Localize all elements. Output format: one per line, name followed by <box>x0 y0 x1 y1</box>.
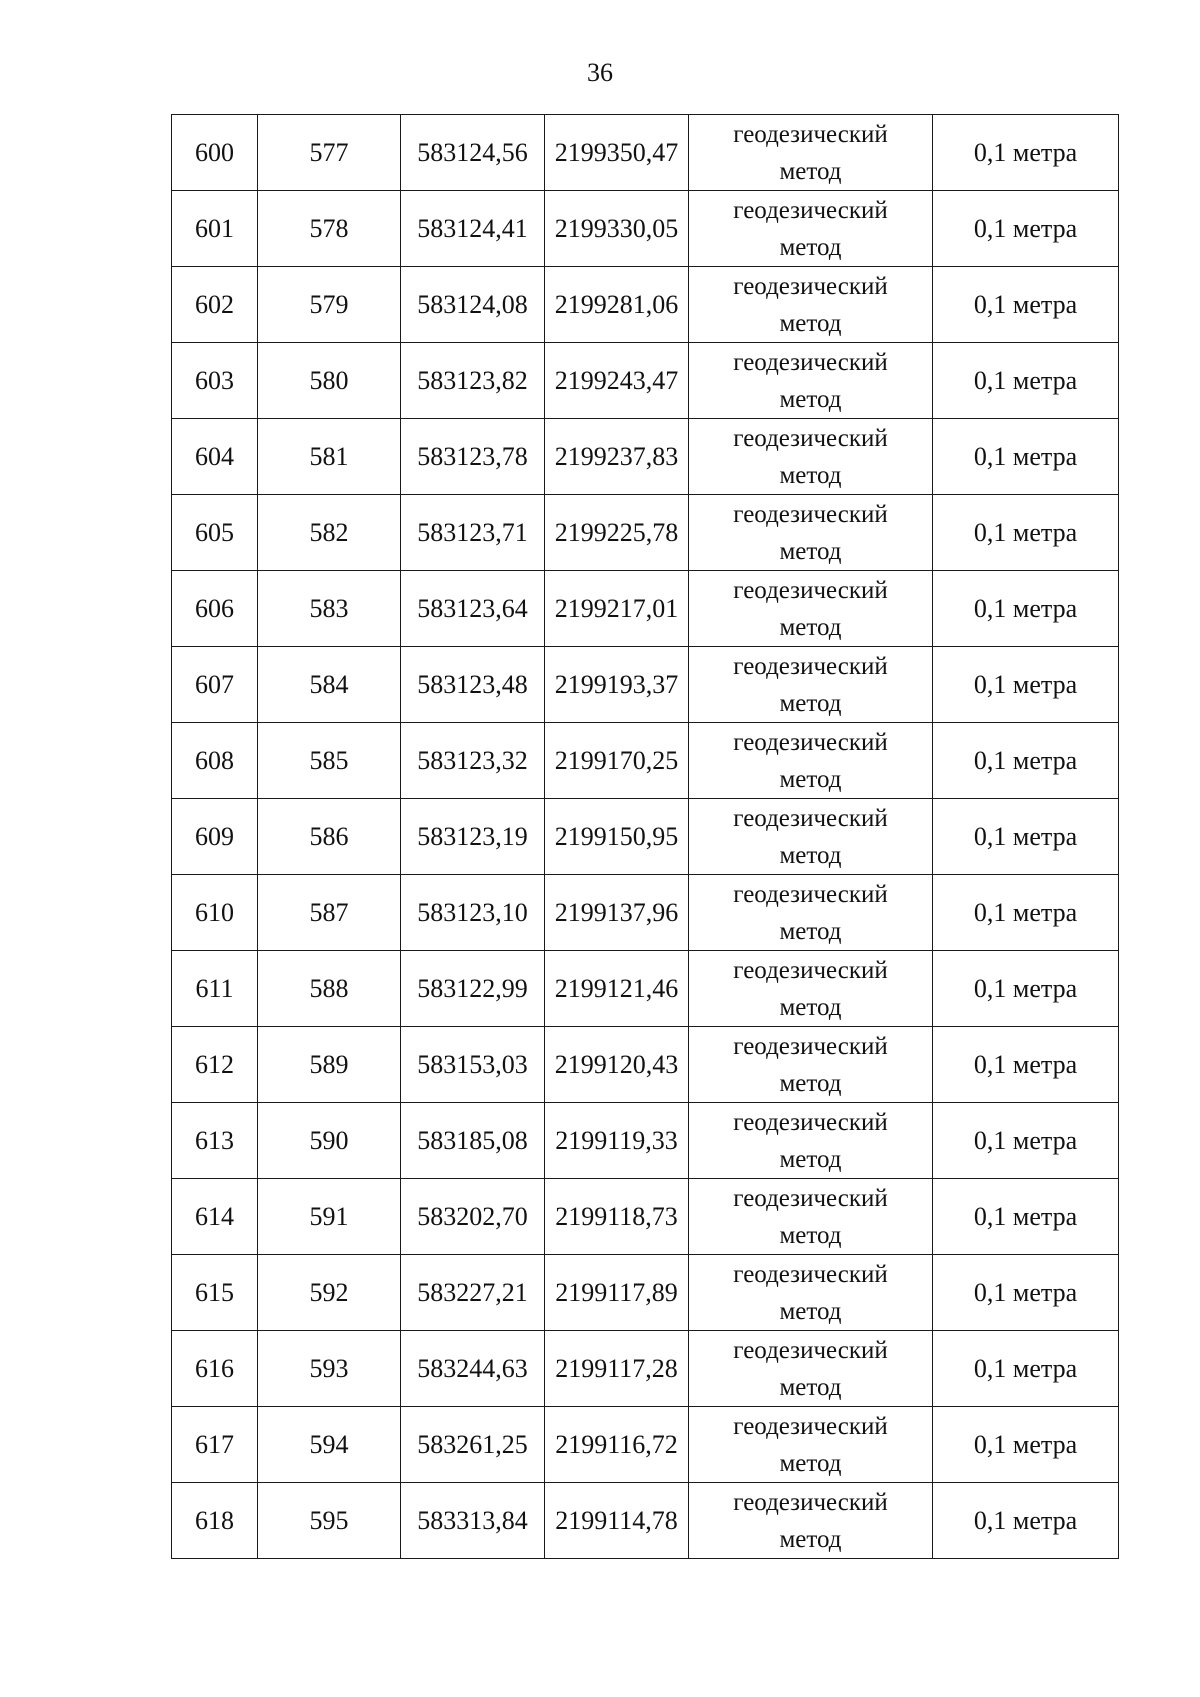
point-id-cell: 579 <box>258 267 401 343</box>
y-coordinate-cell: 2199120,43 <box>545 1027 689 1103</box>
point-id-cell: 594 <box>258 1407 401 1483</box>
table-row <box>172 647 1119 723</box>
x-coordinate-cell: 583123,71 <box>401 495 545 571</box>
method-cell <box>689 1255 933 1331</box>
accuracy-cell: 0,1 метра <box>933 115 1119 191</box>
method-line1: геодезический <box>733 880 888 908</box>
table-row <box>172 799 1119 875</box>
method-line2: метод <box>779 765 842 793</box>
method-cell <box>689 267 933 343</box>
method-line2: метод <box>779 917 842 945</box>
y-coordinate-cell: 2199193,37 <box>545 647 689 723</box>
table-row <box>172 1331 1119 1407</box>
method-cell <box>689 1103 933 1179</box>
point-id-cell: 578 <box>258 191 401 267</box>
method-cell <box>689 875 933 951</box>
method-line1: геодезический <box>733 1260 888 1288</box>
accuracy-cell: 0,1 метра <box>933 267 1119 343</box>
method-line1: геодезический <box>733 272 888 300</box>
x-coordinate-cell: 583244,63 <box>401 1331 545 1407</box>
method-cell <box>689 571 933 647</box>
accuracy-cell: 0,1 метра <box>933 495 1119 571</box>
method-cell <box>689 1331 933 1407</box>
point-id-cell: 592 <box>258 1255 401 1331</box>
y-coordinate-cell: 2199217,01 <box>545 571 689 647</box>
accuracy-cell: 0,1 метра <box>933 1103 1119 1179</box>
method-line1: геодезический <box>733 348 888 376</box>
table-row <box>172 267 1119 343</box>
point-number-cell: 618 <box>172 1483 258 1559</box>
method-cell <box>689 495 933 571</box>
point-number-cell: 612 <box>172 1027 258 1103</box>
method-line2: метод <box>779 157 842 185</box>
method-cell <box>689 723 933 799</box>
method-cell <box>689 343 933 419</box>
method-line1: геодезический <box>733 804 888 832</box>
accuracy-cell: 0,1 метра <box>933 647 1119 723</box>
method-cell <box>689 647 933 723</box>
x-coordinate-cell: 583313,84 <box>401 1483 545 1559</box>
method-line2: метод <box>779 613 842 641</box>
y-coordinate-cell: 2199121,46 <box>545 951 689 1027</box>
point-id-cell: 588 <box>258 951 401 1027</box>
accuracy-cell: 0,1 метра <box>933 343 1119 419</box>
x-coordinate-cell: 583124,41 <box>401 191 545 267</box>
method-line1: геодезический <box>733 728 888 756</box>
table-row <box>172 419 1119 495</box>
y-coordinate-cell: 2199137,96 <box>545 875 689 951</box>
point-number-cell: 602 <box>172 267 258 343</box>
method-line2: метод <box>779 385 842 413</box>
method-line1: геодезический <box>733 196 888 224</box>
point-number-cell: 615 <box>172 1255 258 1331</box>
method-cell <box>689 191 933 267</box>
method-line2: метод <box>779 233 842 261</box>
table-row <box>172 875 1119 951</box>
accuracy-cell: 0,1 метра <box>933 875 1119 951</box>
coordinates-table-body <box>172 115 1119 1559</box>
method-cell <box>689 951 933 1027</box>
y-coordinate-cell: 2199119,33 <box>545 1103 689 1179</box>
accuracy-cell: 0,1 метра <box>933 571 1119 647</box>
coordinates-table <box>171 114 1119 1559</box>
y-coordinate-cell: 2199350,47 <box>545 115 689 191</box>
method-line1: геодезический <box>733 1336 888 1364</box>
point-id-cell: 581 <box>258 419 401 495</box>
method-cell <box>689 1407 933 1483</box>
x-coordinate-cell: 583185,08 <box>401 1103 545 1179</box>
method-cell <box>689 1483 933 1559</box>
method-line1: геодезический <box>733 424 888 452</box>
x-coordinate-cell: 583153,03 <box>401 1027 545 1103</box>
point-number-cell: 611 <box>172 951 258 1027</box>
point-number-cell: 605 <box>172 495 258 571</box>
point-id-cell: 582 <box>258 495 401 571</box>
y-coordinate-cell: 2199281,06 <box>545 267 689 343</box>
point-id-cell: 577 <box>258 115 401 191</box>
accuracy-cell: 0,1 метра <box>933 191 1119 267</box>
method-line1: геодезический <box>733 1488 888 1516</box>
accuracy-cell: 0,1 метра <box>933 951 1119 1027</box>
table-row <box>172 1179 1119 1255</box>
point-number-cell: 613 <box>172 1103 258 1179</box>
y-coordinate-cell: 2199170,25 <box>545 723 689 799</box>
y-coordinate-cell: 2199117,28 <box>545 1331 689 1407</box>
accuracy-cell: 0,1 метра <box>933 1255 1119 1331</box>
method-line1: геодезический <box>733 1108 888 1136</box>
method-line2: метод <box>779 1221 842 1249</box>
point-id-cell: 585 <box>258 723 401 799</box>
point-number-cell: 601 <box>172 191 258 267</box>
method-cell <box>689 115 933 191</box>
method-line2: метод <box>779 1297 842 1325</box>
x-coordinate-cell: 583227,21 <box>401 1255 545 1331</box>
x-coordinate-cell: 583261,25 <box>401 1407 545 1483</box>
x-coordinate-cell: 583123,64 <box>401 571 545 647</box>
method-line2: метод <box>779 461 842 489</box>
point-number-cell: 616 <box>172 1331 258 1407</box>
y-coordinate-cell: 2199243,47 <box>545 343 689 419</box>
point-number-cell: 609 <box>172 799 258 875</box>
method-cell <box>689 1179 933 1255</box>
point-number-cell: 606 <box>172 571 258 647</box>
accuracy-cell: 0,1 метра <box>933 1483 1119 1559</box>
y-coordinate-cell: 2199237,83 <box>545 419 689 495</box>
x-coordinate-cell: 583202,70 <box>401 1179 545 1255</box>
table-row <box>172 1103 1119 1179</box>
table-row <box>172 1483 1119 1559</box>
method-line2: метод <box>779 1373 842 1401</box>
table-row <box>172 951 1119 1027</box>
y-coordinate-cell: 2199118,73 <box>545 1179 689 1255</box>
point-id-cell: 586 <box>258 799 401 875</box>
accuracy-cell: 0,1 метра <box>933 1179 1119 1255</box>
accuracy-cell: 0,1 метра <box>933 1407 1119 1483</box>
point-id-cell: 593 <box>258 1331 401 1407</box>
accuracy-cell: 0,1 метра <box>933 1331 1119 1407</box>
accuracy-cell: 0,1 метра <box>933 419 1119 495</box>
accuracy-cell: 0,1 метра <box>933 799 1119 875</box>
point-id-cell: 589 <box>258 1027 401 1103</box>
method-cell <box>689 419 933 495</box>
table-row <box>172 115 1119 191</box>
table-row <box>172 571 1119 647</box>
table-row <box>172 1027 1119 1103</box>
point-id-cell: 595 <box>258 1483 401 1559</box>
table-row <box>172 343 1119 419</box>
table-row <box>172 191 1119 267</box>
point-id-cell: 590 <box>258 1103 401 1179</box>
x-coordinate-cell: 583123,82 <box>401 343 545 419</box>
point-number-cell: 614 <box>172 1179 258 1255</box>
method-line1: геодезический <box>733 1032 888 1060</box>
point-number-cell: 617 <box>172 1407 258 1483</box>
x-coordinate-cell: 583124,08 <box>401 267 545 343</box>
method-line1: геодезический <box>733 1184 888 1212</box>
point-id-cell: 580 <box>258 343 401 419</box>
point-id-cell: 587 <box>258 875 401 951</box>
method-line2: метод <box>779 993 842 1021</box>
point-number-cell: 607 <box>172 647 258 723</box>
x-coordinate-cell: 583123,78 <box>401 419 545 495</box>
x-coordinate-cell: 583123,19 <box>401 799 545 875</box>
method-line2: метод <box>779 841 842 869</box>
y-coordinate-cell: 2199225,78 <box>545 495 689 571</box>
point-number-cell: 604 <box>172 419 258 495</box>
method-line1: геодезический <box>733 652 888 680</box>
method-line2: метод <box>779 537 842 565</box>
method-line1: геодезический <box>733 576 888 604</box>
table-row <box>172 495 1119 571</box>
point-number-cell: 608 <box>172 723 258 799</box>
point-id-cell: 591 <box>258 1179 401 1255</box>
page-number: 36 <box>587 58 613 87</box>
method-line2: метод <box>779 689 842 717</box>
y-coordinate-cell: 2199116,72 <box>545 1407 689 1483</box>
point-id-cell: 584 <box>258 647 401 723</box>
method-line1: геодезический <box>733 1412 888 1440</box>
method-cell <box>689 799 933 875</box>
method-line2: метод <box>779 1525 842 1553</box>
accuracy-cell: 0,1 метра <box>933 1027 1119 1103</box>
method-line1: геодезический <box>733 956 888 984</box>
x-coordinate-cell: 583123,32 <box>401 723 545 799</box>
y-coordinate-cell: 2199114,78 <box>545 1483 689 1559</box>
method-cell <box>689 1027 933 1103</box>
x-coordinate-cell: 583122,99 <box>401 951 545 1027</box>
method-line2: метод <box>779 1145 842 1173</box>
accuracy-cell: 0,1 метра <box>933 723 1119 799</box>
method-line1: геодезический <box>733 500 888 528</box>
y-coordinate-cell: 2199117,89 <box>545 1255 689 1331</box>
point-id-cell: 583 <box>258 571 401 647</box>
method-line2: метод <box>779 1069 842 1097</box>
x-coordinate-cell: 583123,48 <box>401 647 545 723</box>
x-coordinate-cell: 583124,56 <box>401 115 545 191</box>
point-number-cell: 603 <box>172 343 258 419</box>
x-coordinate-cell: 583123,10 <box>401 875 545 951</box>
y-coordinate-cell: 2199330,05 <box>545 191 689 267</box>
table-row <box>172 1407 1119 1483</box>
method-line2: метод <box>779 1449 842 1477</box>
point-number-cell: 610 <box>172 875 258 951</box>
point-number-cell: 600 <box>172 115 258 191</box>
method-line1: геодезический <box>733 120 888 148</box>
table-row <box>172 723 1119 799</box>
method-line2: метод <box>779 309 842 337</box>
y-coordinate-cell: 2199150,95 <box>545 799 689 875</box>
table-row <box>172 1255 1119 1331</box>
